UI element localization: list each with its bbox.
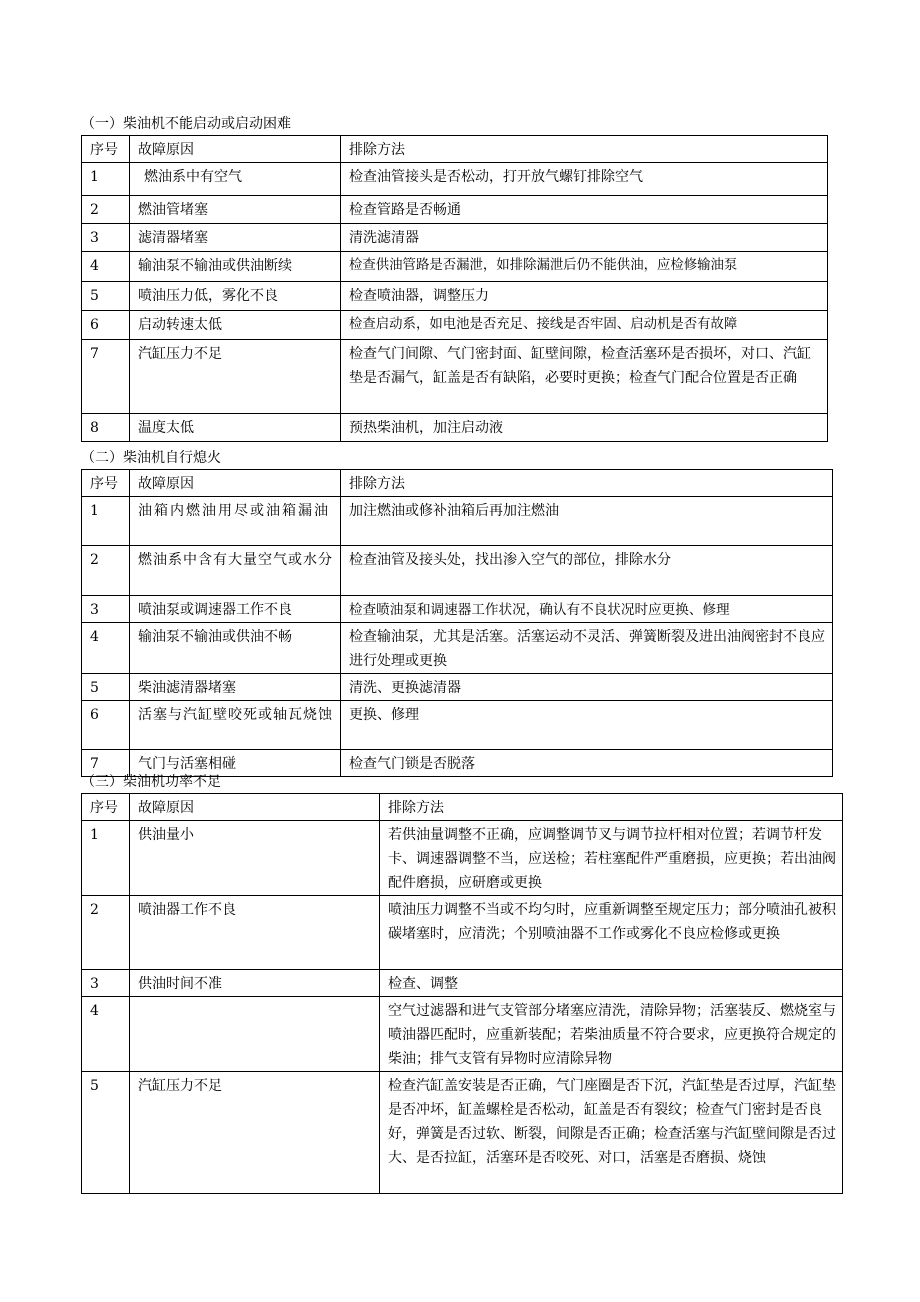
table-row — [82, 546, 833, 596]
header-index: 序号 — [82, 470, 130, 497]
row-index: 2 — [82, 546, 130, 596]
table-row — [82, 674, 833, 701]
table-row — [82, 414, 828, 442]
table-row — [82, 497, 833, 546]
table-header-row — [82, 794, 843, 821]
table-row — [82, 340, 828, 414]
table-row — [82, 1072, 843, 1194]
row-index: 4 — [82, 997, 130, 1072]
table-row — [82, 282, 828, 311]
table-row — [82, 821, 843, 896]
row-index: 7 — [82, 340, 130, 414]
row-cause: 温度太低 — [130, 414, 341, 442]
table-header-row — [82, 470, 833, 497]
table-row — [82, 311, 828, 340]
row-remedy: 预热柴油机，加注启动液 — [341, 414, 828, 442]
row-cause: 输油泵不输油或供油断续 — [130, 252, 341, 282]
row-remedy: 检查汽缸盖安装是否正确，气门座圈是否下沉，汽缸垫是否过厚，汽缸垫是否冲坏，缸盖螺栓是否松动，缸盖是否有裂纹；检查气门密封是否良好，弹簧是否过软、断裂，间隙是否正确；检查活塞与汽缸壁间隙是否过大、是否拉缸，活塞环是否咬死、对口，活塞是否磨损、烧蚀 — [380, 1072, 843, 1194]
row-index: 2 — [82, 196, 130, 224]
row-index: 4 — [82, 252, 130, 282]
section-1-table — [81, 135, 828, 442]
row-cause: 喷油压力低，雾化不良 — [130, 282, 341, 311]
header-remedy: 排除方法 — [380, 794, 843, 821]
table-row — [82, 997, 843, 1072]
row-index: 3 — [82, 224, 130, 252]
row-cause: 柴油滤清器堵塞 — [130, 674, 341, 701]
row-index: 5 — [82, 1072, 130, 1194]
row-cause: 喷油泵或调速器工作不良 — [130, 596, 341, 623]
row-index: 5 — [82, 674, 130, 701]
table-row — [82, 596, 833, 623]
header-index: 序号 — [82, 136, 130, 163]
row-index: 6 — [82, 701, 130, 750]
row-remedy: 检查管路是否畅通 — [341, 196, 828, 224]
row-index: 2 — [82, 896, 130, 970]
row-remedy: 检查油管及接头处，找出渗入空气的部位，排除水分 — [341, 546, 833, 596]
row-cause: 油箱内燃油用尽或油箱漏油 — [130, 497, 341, 546]
row-remedy: 检查启动系，如电池是否充足、接线是否牢固、启动机是否有故障 — [341, 311, 828, 340]
section-3-title: （三）柴油机功率不足 — [81, 774, 221, 790]
row-cause: 燃油系中含有大量空气或水分 — [130, 546, 341, 596]
row-cause: 汽缸压力不足 — [130, 1072, 380, 1194]
row-index: 8 — [82, 414, 130, 442]
row-remedy: 更换、修理 — [341, 701, 833, 750]
row-index: 1 — [82, 497, 130, 546]
row-remedy: 检查供油管路是否漏泄，如排除漏泄后仍不能供油，应检修输油泵 — [341, 252, 828, 282]
row-remedy: 清洗、更换滤清器 — [341, 674, 833, 701]
row-remedy: 空气过滤器和进气支管部分堵塞应清洗，清除异物；活塞装反、燃烧室与喷油器匹配时，应重新装配；若柴油质量不符合要求，应更换符合规定的柴油；排气支管有异物时应清除异物 — [380, 997, 843, 1072]
row-remedy: 检查喷油泵和调速器工作状况，确认有不良状况时应更换、修理 — [341, 596, 833, 623]
table-row — [82, 701, 833, 750]
header-remedy: 排除方法 — [341, 470, 833, 497]
row-cause: 燃油管堵塞 — [130, 196, 341, 224]
row-cause: 供油量小 — [130, 821, 380, 896]
row-remedy: 检查喷油器，调整压力 — [341, 282, 828, 311]
row-cause: 燃油系中有空气 — [130, 163, 341, 196]
row-cause: 启动转速太低 — [130, 311, 341, 340]
header-cause: 故障原因 — [130, 794, 380, 821]
row-index: 5 — [82, 282, 130, 311]
table-row — [82, 196, 828, 224]
row-cause: 喷油器工作不良 — [130, 896, 380, 970]
row-remedy: 检查气门间隙、气门密封面、缸壁间隙，检查活塞环是否损坏，对口、汽缸垫是否漏气，缸盖是否有缺陷，必要时更换；检查气门配合位置是否正确 — [341, 340, 828, 414]
table-row — [82, 224, 828, 252]
section-2-table — [81, 469, 833, 777]
table-row — [82, 163, 828, 196]
section-3-table — [81, 793, 843, 1194]
header-cause: 故障原因 — [130, 470, 341, 497]
row-cause: 供油时间不准 — [130, 970, 380, 997]
row-remedy: 喷油压力调整不当或不均匀时，应重新调整至规定压力；部分喷油孔被积碳堵塞时，应清洗；个别喷油器不工作或雾化不良应检修或更换 — [380, 896, 843, 970]
row-remedy: 加注燃油或修补油箱后再加注燃油 — [341, 497, 833, 546]
row-cause: 活塞与汽缸壁咬死或轴瓦烧蚀 — [130, 701, 341, 750]
table-row — [82, 970, 843, 997]
section-2-title: （二）柴油机自行熄火 — [81, 450, 221, 466]
row-index: 3 — [82, 970, 130, 997]
row-cause: 滤清器堵塞 — [130, 224, 341, 252]
row-index: 6 — [82, 311, 130, 340]
table-row — [82, 252, 828, 282]
row-remedy: 若供油量调整不正确，应调整调节叉与调节拉杆相对位置；若调节杆发卡、调速器调整不当，应送检；若柱塞配件严重磨损，应更换；若出油阀配件磨损，应研磨或更换 — [380, 821, 843, 896]
row-remedy: 清洗滤清器 — [341, 224, 828, 252]
row-remedy: 检查油管接头是否松动，打开放气螺钉排除空气 — [341, 163, 828, 196]
row-index: 3 — [82, 596, 130, 623]
row-remedy: 检查输油泵，尤其是活塞。活塞运动不灵活、弹簧断裂及进出油阀密封不良应进行处理或更换 — [341, 623, 833, 674]
header-remedy: 排除方法 — [341, 136, 828, 163]
table-header-row — [82, 136, 828, 163]
row-cause: 汽缸压力不足 — [130, 340, 341, 414]
row-cause: 输油泵不输油或供油不畅 — [130, 623, 341, 674]
row-index: 1 — [82, 821, 130, 896]
table-row — [82, 623, 833, 674]
row-remedy: 检查气门锁是否脱落 — [341, 750, 833, 777]
section-1-title: （一）柴油机不能启动或启动困难 — [81, 116, 291, 132]
header-cause: 故障原因 — [130, 136, 341, 163]
header-index: 序号 — [82, 794, 130, 821]
row-remedy: 检查、调整 — [380, 970, 843, 997]
row-cause: 气门与活塞相碰 — [130, 750, 341, 777]
row-index: 1 — [82, 163, 130, 196]
table-row — [82, 896, 843, 970]
row-cause — [130, 997, 380, 1072]
row-index: 4 — [82, 623, 130, 674]
row-index: 7 — [82, 750, 130, 777]
